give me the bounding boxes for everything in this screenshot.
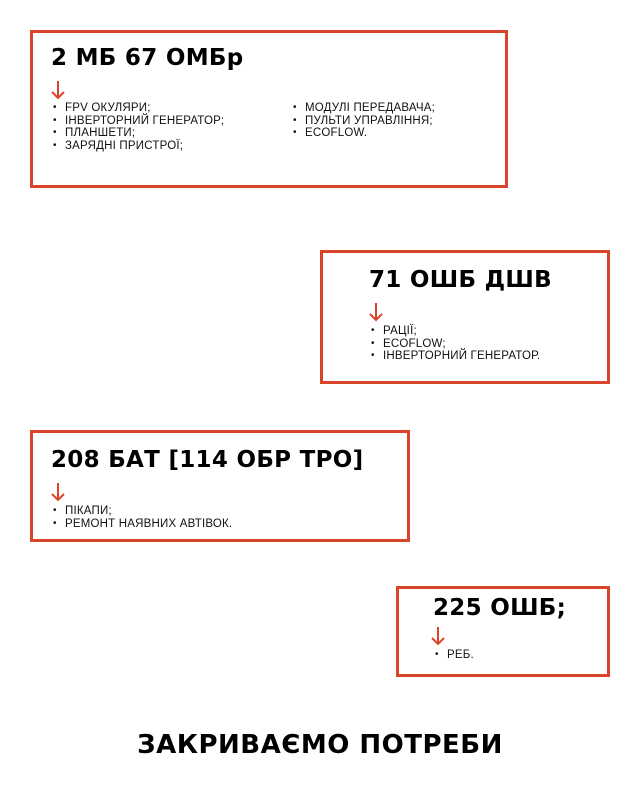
unit-card-71-oshb-dshv [320, 250, 610, 384]
list-item: • РАЦІЇ; [369, 325, 607, 338]
needs-list [369, 325, 607, 363]
needs-list-left [51, 102, 291, 152]
list-item: • ІНВЕРТОРНИЙ ГЕНЕРАТОР. [369, 350, 607, 363]
list-item: • ІНВЕРТОРНИЙ ГЕНЕРАТОР; [51, 115, 291, 128]
unit-card-208-bat [30, 430, 410, 542]
list-item: • МОДУЛІ ПЕРЕДАВАЧА; [291, 102, 435, 115]
list-item: • FPV ОКУЛЯРИ; [51, 102, 291, 115]
arrow-down-icon [369, 302, 383, 322]
list-item: • ПУЛЬТИ УПРАВЛІННЯ; [291, 115, 435, 128]
card-title: 208 БАТ [114 ОБР ТРО] [51, 447, 364, 473]
needs-list [433, 649, 607, 662]
list-item: • ECOFLOW. [291, 127, 435, 140]
list-item: • РЕБ. [433, 649, 607, 662]
needs-list-right [291, 102, 435, 152]
list-item: • РЕМОНТ НАЯВНИХ АВТІВОК. [51, 518, 407, 531]
card-title: 2 МБ 67 ОМБр [51, 45, 244, 71]
arrow-down-icon [431, 626, 445, 646]
list-item: • ЗАРЯДНІ ПРИСТРОЇ; [51, 140, 291, 153]
footer-slogan: ЗАКРИВАЄМО ПОТРЕБИ [137, 730, 503, 760]
unit-card-225-oshb [396, 586, 610, 677]
list-item: • ПІКАПИ; [51, 505, 407, 518]
arrow-down-icon [51, 80, 65, 100]
list-item: • ECOFLOW; [369, 338, 607, 351]
card-title: 71 ОШБ ДШВ [369, 267, 552, 293]
unit-card-2mb-67ombr [30, 30, 508, 188]
list-item: • ПЛАНШЕТИ; [51, 127, 291, 140]
needs-list [51, 505, 407, 530]
arrow-down-icon [51, 482, 65, 502]
card-title: 225 ОШБ; [433, 595, 567, 621]
